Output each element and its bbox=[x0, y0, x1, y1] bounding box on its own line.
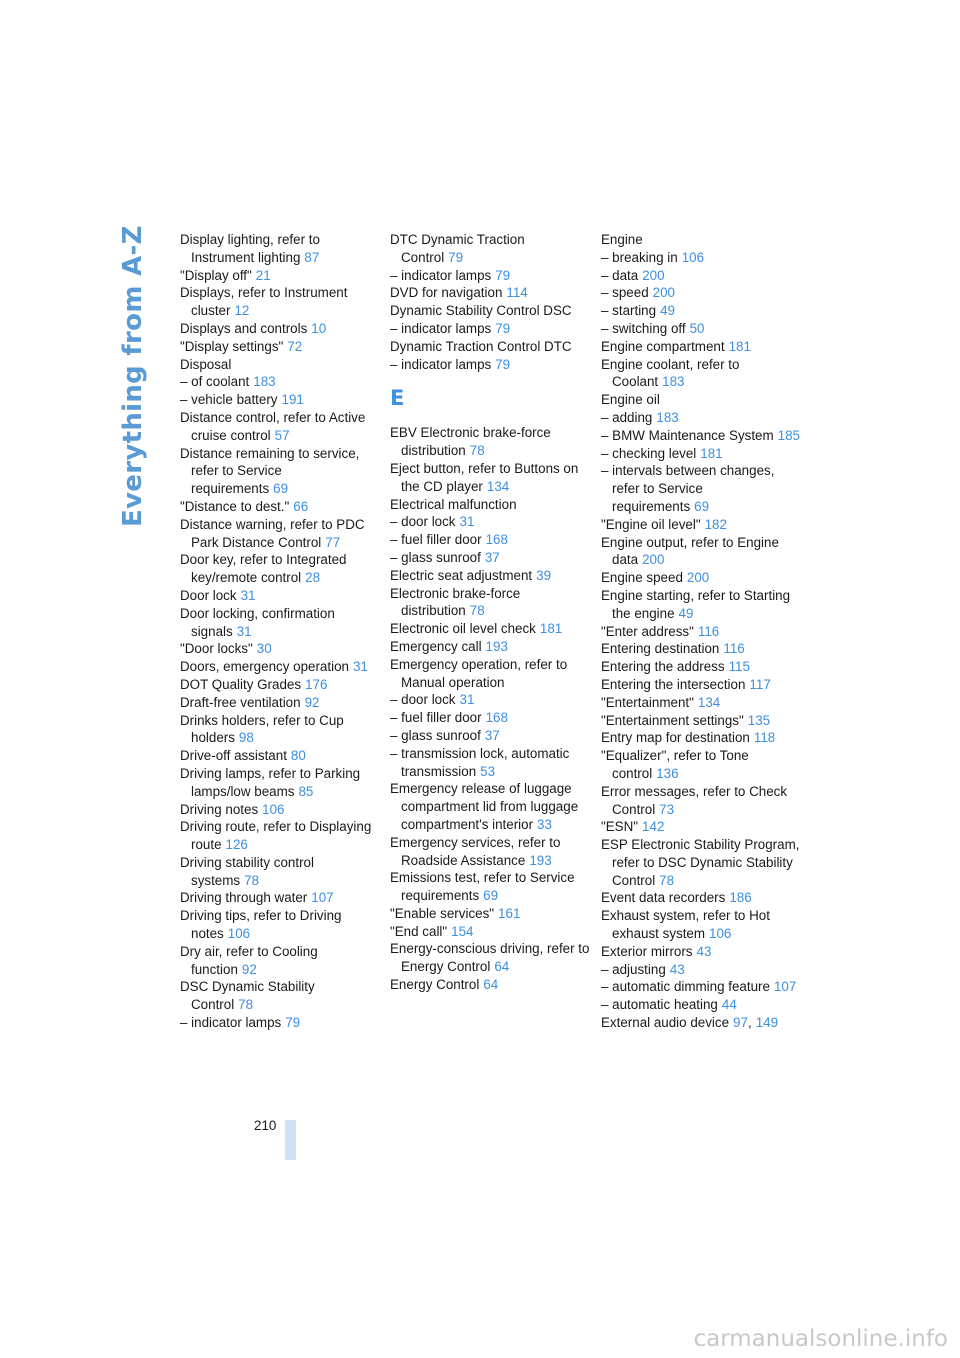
index-entry-text: Electronic brake-force distribution bbox=[390, 585, 521, 619]
index-entry-text: "Entertainment settings" bbox=[601, 712, 744, 728]
page-ref-link[interactable]: 168 bbox=[485, 532, 508, 548]
index-entry-text: Emergency operation, refer to Manual operation bbox=[390, 656, 568, 690]
index-entry bbox=[390, 267, 590, 285]
index-entry bbox=[601, 623, 801, 641]
index-entry-text: Driving route, refer to Displaying route bbox=[180, 819, 372, 853]
page-ref-link[interactable]: 78 bbox=[469, 603, 485, 619]
index-entry-text: "Display off" bbox=[180, 267, 252, 283]
index-entry-text: Display lighting, refer to Instrument lighting bbox=[180, 232, 320, 265]
page-ref-link[interactable]: 79 bbox=[495, 267, 511, 283]
index-entry-text: Emergency call bbox=[390, 638, 482, 654]
page-ref-link[interactable]: 200 bbox=[652, 285, 675, 301]
page-ref-link[interactable]: 87 bbox=[304, 249, 320, 265]
page-ref-link[interactable]: 31 bbox=[459, 514, 475, 530]
index-entry-text: – intervals between changes, refer to Service requirements bbox=[601, 463, 775, 514]
index-entry bbox=[601, 267, 801, 285]
page-ref-link[interactable]: 200 bbox=[686, 570, 710, 586]
index-entry bbox=[601, 996, 801, 1014]
index-entry-text: – vehicle battery bbox=[180, 392, 278, 408]
index-entry-text: Distance warning, refer to PDC Park Distance Control bbox=[180, 516, 365, 550]
index-entry bbox=[390, 727, 590, 745]
index-entry-text: Driving through water bbox=[180, 890, 308, 906]
page-ref-link[interactable]: 79 bbox=[495, 320, 511, 336]
page-ref-link[interactable]: 66 bbox=[293, 498, 309, 514]
index-entry-text: ESP Electronic Stability Program, refer to DSC Dynamic Stability Control bbox=[601, 837, 800, 888]
page-ref-link[interactable]: 64 bbox=[494, 959, 510, 975]
page-ref-link[interactable]: 79 bbox=[495, 356, 511, 372]
page-ref-link[interactable]: 85 bbox=[298, 783, 314, 799]
page-ref-link[interactable]: 69 bbox=[694, 498, 710, 514]
page-ref-link[interactable]: 79 bbox=[285, 1015, 301, 1031]
index-entry-text: External audio device bbox=[601, 1015, 730, 1031]
index-entry bbox=[390, 585, 590, 621]
page-ref-link[interactable]: 181 bbox=[728, 338, 751, 354]
page-ref-link[interactable]: 126 bbox=[225, 837, 248, 853]
index-entry-text: Door lock bbox=[180, 587, 237, 603]
index-entry-text: Emergency services, refer to Roadside Assistance bbox=[390, 834, 561, 868]
index-entry bbox=[601, 978, 801, 996]
index-entry-text: – BMW Maintenance System bbox=[601, 427, 774, 443]
page-ref-link[interactable]: 97 bbox=[733, 1015, 748, 1031]
index-entry-text: DOT Quality Grades bbox=[180, 676, 302, 692]
index-entry-text: Emissions test, refer to Service requirements bbox=[390, 870, 575, 904]
page-ref-link[interactable]: 31 bbox=[236, 623, 252, 639]
page-ref-link[interactable]: 43 bbox=[696, 943, 712, 959]
page-ref-link[interactable]: 154 bbox=[451, 923, 474, 939]
index-entry bbox=[601, 284, 801, 302]
page-ref-link[interactable]: 186 bbox=[729, 890, 752, 906]
page-ref-link[interactable]: 183 bbox=[662, 374, 685, 390]
index-entry bbox=[180, 605, 380, 641]
page-ref-link[interactable]: 114 bbox=[506, 285, 528, 301]
page-ref-link[interactable]: 37 bbox=[484, 727, 500, 743]
page-ref-link[interactable]: 183 bbox=[253, 374, 276, 390]
index-entry bbox=[601, 747, 801, 783]
index-entry-text: – data bbox=[601, 267, 639, 283]
index-entry-text: Energy Control bbox=[390, 977, 480, 993]
index-entry-text: DVD for navigation bbox=[390, 285, 503, 301]
index-entry-text: EBV Electronic brake-force distribution bbox=[390, 425, 551, 459]
page-ref-link[interactable]: 57 bbox=[274, 427, 290, 443]
index-entry bbox=[390, 338, 590, 356]
index-entry-text: – glass sunroof bbox=[390, 549, 481, 565]
page-ref-link[interactable]: 182 bbox=[704, 516, 727, 532]
index-entry-text: – door lock bbox=[390, 692, 456, 708]
index-entry bbox=[180, 907, 380, 943]
page-ref-link[interactable]: 53 bbox=[480, 763, 496, 779]
index-entry bbox=[180, 320, 380, 338]
index-entry-text: Displays, refer to Instrument cluster bbox=[180, 285, 348, 319]
page-ref-link[interactable]: 200 bbox=[642, 552, 665, 568]
index-entry bbox=[601, 231, 801, 249]
page-ref-link[interactable]: 72 bbox=[287, 338, 303, 354]
index-entry bbox=[180, 658, 380, 676]
index-entry bbox=[601, 907, 801, 943]
index-entry bbox=[390, 905, 590, 923]
index-column-3 bbox=[601, 231, 801, 1032]
page-ref-link[interactable]: 12 bbox=[234, 303, 250, 319]
index-entry-text: – automatic dimming feature bbox=[601, 979, 770, 995]
index-entry-text: – fuel filler door bbox=[390, 532, 482, 548]
index-entry-text: Engine speed bbox=[601, 570, 683, 586]
index-entry bbox=[180, 676, 380, 694]
index-entry bbox=[601, 249, 801, 267]
page-ref-link[interactable]: 37 bbox=[484, 549, 500, 565]
page-ref-link[interactable]: 33 bbox=[537, 816, 552, 832]
index-entry-text: Electric seat adjustment bbox=[390, 567, 533, 583]
index-entry bbox=[180, 231, 380, 267]
index-entry-text: "Display settings" bbox=[180, 338, 284, 354]
index-entry bbox=[180, 516, 380, 552]
index-entry bbox=[180, 409, 380, 445]
index-entry-text: – adding bbox=[601, 409, 653, 425]
page-ref-link[interactable]: 69 bbox=[483, 888, 499, 904]
page-ref-link[interactable]: 31 bbox=[459, 692, 475, 708]
index-entry bbox=[601, 302, 801, 320]
index-entry bbox=[180, 1014, 380, 1032]
index-entry-text: Distance control, refer to Active cruise control bbox=[180, 409, 366, 443]
index-entry bbox=[601, 427, 801, 445]
page-ref-link[interactable]: 193 bbox=[529, 852, 552, 868]
index-entry bbox=[390, 302, 590, 320]
page-ref-link[interactable]: 134 bbox=[486, 478, 510, 494]
index-entry-text: "Entertainment" bbox=[601, 694, 694, 710]
index-entry bbox=[390, 231, 590, 267]
page-ref-link[interactable]: 106 bbox=[681, 249, 705, 265]
index-entry-text: Disposal bbox=[180, 356, 232, 372]
index-entry-text: – automatic heating bbox=[601, 997, 718, 1013]
page-ref-link[interactable]: 136 bbox=[656, 765, 679, 781]
index-entry-text: – glass sunroof bbox=[390, 727, 481, 743]
index-entry-text: Driving tips, refer to Driving notes bbox=[180, 908, 342, 942]
page-ref-link[interactable]: 161 bbox=[498, 905, 521, 921]
index-entry bbox=[390, 620, 590, 638]
index-entry-text: DTC Dynamic Traction Control bbox=[390, 232, 525, 265]
index-entry bbox=[180, 978, 380, 1014]
index-column-2 bbox=[390, 231, 590, 994]
page-ref-link[interactable]: 115 bbox=[728, 659, 750, 675]
index-entry bbox=[601, 569, 801, 587]
index-entry-text: Entering the address bbox=[601, 659, 725, 675]
index-entry bbox=[601, 943, 801, 961]
page-ref-link[interactable]: 135 bbox=[747, 712, 771, 728]
index-entry bbox=[390, 567, 590, 585]
page-ref-link[interactable]: 92 bbox=[241, 961, 257, 977]
page-ref-link[interactable]: 31 bbox=[352, 659, 368, 675]
index-entry bbox=[601, 676, 801, 694]
index-entry-text: Engine compartment bbox=[601, 338, 725, 354]
page-ref-link[interactable]: 28 bbox=[305, 570, 321, 586]
index-entry bbox=[601, 409, 801, 427]
index-entry-text: – door lock bbox=[390, 514, 456, 530]
index-entry bbox=[390, 656, 590, 692]
page-ref-link[interactable]: 30 bbox=[256, 641, 272, 657]
index-entry-text: Error messages, refer to Check Control bbox=[601, 783, 788, 817]
page-ref-link[interactable]: 191 bbox=[281, 392, 304, 408]
index-entry bbox=[390, 923, 590, 941]
page-ref-link[interactable]: 39 bbox=[536, 567, 552, 583]
index-entry bbox=[390, 460, 590, 496]
index-entry bbox=[601, 783, 801, 819]
page-ref-link[interactable]: 134 bbox=[697, 694, 721, 710]
index-entry-text: "Enable services" bbox=[390, 905, 495, 921]
index-entry bbox=[601, 534, 801, 570]
page-ref-link[interactable]: 79 bbox=[448, 249, 464, 265]
page-ref-link[interactable]: 118 bbox=[753, 730, 776, 746]
index-entry-text: Entering destination bbox=[601, 641, 720, 657]
index-entry bbox=[180, 889, 380, 907]
page-ref-link[interactable]: 106 bbox=[227, 926, 251, 942]
index-entry-text: "Door locks" bbox=[180, 641, 253, 657]
page-ref-link[interactable]: 78 bbox=[469, 443, 485, 459]
index-entry-text: Entry map for destination bbox=[601, 730, 750, 746]
page-number: 210 bbox=[254, 1118, 277, 1133]
index-entry-text: Draft-free ventilation bbox=[180, 694, 301, 710]
page-ref-link[interactable]: 181 bbox=[700, 445, 723, 461]
index-entry-text: – fuel filler door bbox=[390, 710, 482, 726]
page-ref-link[interactable]: 107 bbox=[311, 890, 334, 906]
index-entry-text: Engine bbox=[601, 232, 643, 247]
index-entry bbox=[601, 818, 801, 836]
index-entry-text: – indicator lamps bbox=[390, 320, 492, 336]
index-entry bbox=[180, 818, 380, 854]
index-entry-text: Driving lamps, refer to Parking lamps/low beams bbox=[180, 765, 361, 799]
index-entry bbox=[390, 549, 590, 567]
index-entry-text: Exterior mirrors bbox=[601, 943, 693, 959]
index-entry bbox=[180, 765, 380, 801]
index-entry-text: – speed bbox=[601, 285, 649, 301]
index-entry bbox=[601, 356, 801, 392]
page-ref-link[interactable]: 80 bbox=[290, 748, 306, 764]
index-entry-text: Event data recorders bbox=[601, 890, 726, 906]
page-ref-link[interactable]: 64 bbox=[483, 977, 499, 993]
index-entry bbox=[390, 638, 590, 656]
page-ref-link[interactable]: 49 bbox=[678, 605, 694, 621]
watermark: carmanualsonline.info bbox=[693, 1326, 948, 1352]
index-entry bbox=[601, 640, 801, 658]
index-entry bbox=[601, 445, 801, 463]
index-entry-text: Distance remaining to service, refer to Service requirements bbox=[180, 445, 360, 497]
index-entry bbox=[601, 658, 801, 676]
index-entry: External audio device 97, 149 bbox=[601, 1015, 779, 1031]
page-ref-link[interactable]: 185 bbox=[777, 427, 800, 443]
index-entry bbox=[390, 496, 590, 514]
index-entry bbox=[601, 889, 801, 907]
index-entry bbox=[180, 373, 380, 391]
index-entry-text: "End call" bbox=[390, 923, 448, 939]
page-ref-link[interactable]: 78 bbox=[238, 997, 254, 1013]
side-title: Everything from A-Z bbox=[118, 225, 148, 527]
index-entry-text: Engine oil bbox=[601, 392, 660, 408]
index-entry-text: Drinks holders, refer to Cup holders bbox=[180, 712, 344, 746]
page-ref-link[interactable]: 49 bbox=[660, 303, 675, 319]
index-entry bbox=[601, 338, 801, 356]
page-ref-link[interactable]: 168 bbox=[485, 710, 508, 726]
index-entry-text: "Enter address" bbox=[601, 623, 694, 639]
index-entry bbox=[180, 391, 380, 409]
index-entry bbox=[390, 940, 590, 976]
index-entry bbox=[601, 462, 801, 515]
section-letter: E bbox=[390, 386, 405, 411]
index-entry bbox=[390, 531, 590, 549]
index-entry bbox=[180, 338, 380, 356]
index-entry-text: Electronic oil level check bbox=[390, 621, 536, 637]
index-entry bbox=[601, 391, 801, 409]
index-entry bbox=[180, 694, 380, 712]
index-entry bbox=[601, 961, 801, 979]
index-entry-text: – transmission lock, automatic transmission bbox=[390, 745, 570, 779]
index-entry-text: Emergency release of luggage compartment lid from luggage compartment's interior bbox=[390, 781, 579, 832]
page-ref-link[interactable]: 77 bbox=[325, 534, 341, 550]
index-entry-text: Displays and controls bbox=[180, 320, 308, 336]
index-entry bbox=[180, 356, 380, 374]
index-entry bbox=[390, 424, 590, 460]
index-entry-text: Driving notes bbox=[180, 801, 259, 817]
index-entry bbox=[180, 854, 380, 890]
index-entry bbox=[180, 284, 380, 320]
index-entry-text: Door key, refer to Integrated key/remote control bbox=[180, 552, 347, 586]
page-ref-link[interactable]: 183 bbox=[656, 409, 679, 425]
index-entry-text: "Engine oil level" bbox=[601, 516, 701, 532]
index-entry bbox=[180, 445, 380, 498]
index-entry-text: Exhaust system, refer to Hot exhaust system bbox=[601, 908, 770, 942]
index-entry bbox=[180, 267, 380, 285]
page-ref-link[interactable]: 176 bbox=[305, 676, 328, 692]
index-entry-text: Drive-off assistant bbox=[180, 748, 287, 764]
index-entry bbox=[180, 551, 380, 587]
index-entry-text: – checking level bbox=[601, 445, 697, 461]
index-entry-text: Engine starting, refer to Starting the engine bbox=[601, 587, 791, 621]
index-entry-text: – of coolant bbox=[180, 374, 250, 390]
index-entry-text: – indicator lamps bbox=[390, 267, 492, 283]
index-entry bbox=[601, 694, 801, 712]
page-ref-link[interactable]: 193 bbox=[485, 638, 508, 654]
page-ref-link[interactable]: 43 bbox=[669, 961, 685, 977]
index-entry-text: Electrical malfunction bbox=[390, 496, 517, 512]
index-entry bbox=[390, 780, 590, 833]
index-entry-text: Dry air, refer to Cooling function bbox=[180, 943, 318, 977]
index-entry bbox=[180, 801, 380, 819]
page-ref-link[interactable]: 21 bbox=[255, 267, 271, 283]
index-entry bbox=[601, 836, 801, 889]
index-entry-text: Entering the intersection bbox=[601, 676, 746, 692]
index-entry-text: Driving stability control systems bbox=[180, 854, 314, 888]
index-entry bbox=[390, 284, 590, 302]
page-ref-link[interactable]: 106 bbox=[709, 926, 732, 942]
index-entry-text: – indicator lamps bbox=[390, 356, 492, 372]
page-ref-link[interactable]: 69 bbox=[273, 481, 289, 497]
index-entry bbox=[180, 712, 380, 748]
index-column-1 bbox=[180, 231, 380, 1032]
index-entry bbox=[180, 747, 380, 765]
index-entry bbox=[390, 976, 590, 994]
page-ref-link[interactable]: 78 bbox=[244, 872, 260, 888]
index-entry bbox=[390, 745, 590, 781]
index-entry-text: Doors, emergency operation bbox=[180, 659, 349, 675]
index-entry bbox=[390, 834, 590, 870]
index-entry bbox=[601, 712, 801, 730]
page-ref-link[interactable]: 116 bbox=[723, 641, 745, 657]
index-entry bbox=[390, 513, 590, 531]
index-entry bbox=[180, 587, 380, 605]
page-ref-link[interactable]: 73 bbox=[659, 801, 675, 817]
index-entry-text: – breaking in bbox=[601, 249, 678, 265]
index-entry bbox=[601, 587, 801, 623]
index-entry-text: Door locking, confirmation signals bbox=[180, 605, 335, 639]
index-entry bbox=[601, 320, 801, 338]
page-ref-link[interactable]: 98 bbox=[238, 730, 254, 746]
index-entry-text: – adjusting bbox=[601, 961, 666, 977]
index-entry-text: Eject button, refer to Buttons on the CD player bbox=[390, 460, 579, 494]
index-entry bbox=[390, 320, 590, 338]
page-ref-link[interactable]: 78 bbox=[659, 872, 675, 888]
index-entry-text: "Equalizer", refer to Tone control bbox=[601, 748, 749, 781]
page-ref-link[interactable]: 142 bbox=[642, 819, 665, 835]
page-ref-link[interactable]: 116 bbox=[697, 623, 720, 639]
page-ref-link[interactable]: 44 bbox=[721, 997, 737, 1013]
page-ref-link[interactable]: 181 bbox=[539, 621, 563, 637]
page-ref-link[interactable]: 92 bbox=[304, 694, 320, 710]
page-ref-link[interactable]: 117 bbox=[749, 676, 771, 692]
index-entry-text: DSC Dynamic Stability Control bbox=[180, 979, 315, 1013]
index-entry-text: Engine output, refer to Engine data bbox=[601, 534, 779, 568]
index-entry bbox=[180, 498, 380, 516]
index-entry-text: – starting bbox=[601, 303, 657, 319]
page-ref-link[interactable]: 31 bbox=[240, 587, 256, 603]
index-entry bbox=[390, 691, 590, 709]
index-entry-text: Dynamic Stability Control DSC bbox=[390, 303, 572, 319]
page-ref-link[interactable]: 200 bbox=[642, 267, 665, 283]
page-number-bar bbox=[285, 1120, 296, 1160]
index-entry-text: "ESN" bbox=[601, 819, 639, 835]
index-entry-text: "Distance to dest." bbox=[180, 498, 290, 514]
page-ref-link[interactable]: 149 bbox=[755, 1015, 779, 1031]
index-entry-text: Energy-conscious driving, refer to Energy Control bbox=[390, 941, 590, 975]
index-entry-text: Engine coolant, refer to Coolant bbox=[601, 356, 740, 390]
index-entry-text: – switching off bbox=[601, 320, 686, 336]
page-ref-link[interactable]: 106 bbox=[262, 801, 285, 817]
index-entry bbox=[180, 640, 380, 658]
index-entry-text: Dynamic Traction Control DTC bbox=[390, 338, 572, 354]
page-ref-link[interactable]: 50 bbox=[689, 320, 705, 336]
index-entry bbox=[390, 709, 590, 727]
page-ref-link[interactable]: 10 bbox=[311, 320, 327, 336]
index-entry bbox=[601, 516, 801, 534]
index-entry bbox=[390, 356, 590, 374]
index-entry bbox=[601, 729, 801, 747]
page-ref-link[interactable]: 107 bbox=[773, 979, 797, 995]
index-entry bbox=[180, 943, 380, 979]
index-entry bbox=[390, 869, 590, 905]
index-entry-text: – indicator lamps bbox=[180, 1015, 282, 1031]
